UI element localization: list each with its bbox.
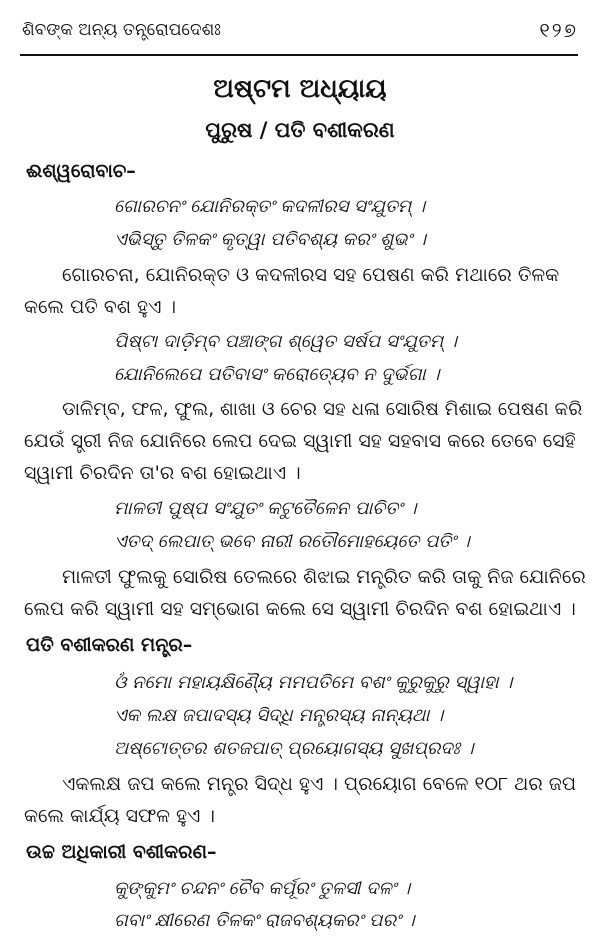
prose-line: ମାଳତୀ ଫୁଲକୁ ସୋରିଷ ତେଲରେ ଶିଝାଇ ମନ୍ତ୍ରିତ କରି ତାକୁ ନିଜ ଯୋନିରେ [62,566,586,588]
page-header [20,14,578,56]
verse-line: ଗୋରଚନଂ ଯୋନିରକ୍ତଂ କଦଳୀରସ ସଂଯୁତମ୍ । [114,196,426,217]
prose-line: ଡାଳିମ୍ବ, ଫଳ, ଫୁଲ, ଶାଖା ଓ ଚେର ସହ ଧଳା ସୋରିଷ ମିଶାଇ ପେଷଣ କରି [62,399,583,420]
prose-line: ଯେଉଁ ସ୍ତ୍ରୀ ନିଜ ଯୋନିରେ ଲେପ ଦେଇ ସ୍ୱାମୀ ସହ ସହବାସ କରେ ତେବେ ସେହି [24,430,576,452]
chapter-subtitle: ପୁରୁଷ / ପତି ବଶୀକରଣ [205,118,395,142]
verse-line: ଏକ ଲକ୍ଷ ଜପାଦସ୍ୟ ସିଦ୍ଧି ମନ୍ତ୍ରସ୍ୟ ନାନ୍ୟଥା । [114,705,444,726]
verse-line: ମାଳତୀ ପୁଷ୍ପ ସଂଯୁତଂ କଟୁତୈଳେନ ପାଚିତଂ । [114,498,417,519]
chapter-title: ଅଷ୍ଟମ ଅଧ୍ୟାୟ [213,74,387,104]
verse-line: କୁଙ୍କୁମଂ ଚନ୍ଦନଂ ଚୈବ କର୍ପୂରଂ ତୁଳସୀ ଦଳଂ । [114,878,411,899]
running-head: ଶିବଙ୍କ ଅନ୍ୟ ତନ୍ତ୍ରୋପଦେଶଃ [22,20,221,40]
prose-line: ଗୋରଚନା, ଯୋନିରକ୍ତ ଓ କଦଳୀରସ ସହ ପେଷଣ କରି ମଥାରେ ତିଳକ [62,264,560,286]
verse-line: ଯୋନିଲେପେ ପତିବାସଂ କରୋତ୍ୟେବ ନ ଦୁର୍ଭଗା । [114,364,440,385]
page-number: ୧୨୭ [539,18,578,42]
verse-line: ଏତଦ୍ ଲେପାତ୍ ଭବେ ନାରୀ ରତୌମୋହୟେତେ ପତିଂ । [114,531,470,552]
verse-line: ଗବାଂ କ୍ଷୀରେଣ ତିଳକଂ ରାଜବଶ୍ୟକରଂ ପରଂ । [114,910,415,931]
verse-line: ଅଷ୍ଟୋତ୍ତର ଶତଜପାତ୍ ପ୍ରୟୋଗସ୍ୟ ସୁଖପ୍ରଦଃ । [114,738,474,759]
prose-line: କଲେ ପତି ବଶ ହୁଏ । [24,296,177,318]
section-heading: ଈଶ୍ୱରୋବାଚ– [26,160,136,182]
verse-line: ଓଁ ନମୋ ମହାୟକ୍ଷିଣ୍ୟୈ ମମପତିମେ ବଶଂ କୁରୁକୁରୁ ସ୍ୱାହା । [114,672,513,693]
section-heading: ପତି ବଶୀକରଣ ମନ୍ତ୍ର– [26,634,193,656]
prose-line: ସ୍ୱାମୀ ଚିରଦିନ ତା'ର ବଶ ହୋଇଥାଏ । [24,462,301,484]
prose-line: କଲେ କାର୍ଯ୍ୟ ସଫଳ ହୁଏ । [24,805,215,827]
prose-line: ଏକଲକ୍ଷ ଜପ କଲେ ମନ୍ତ୍ର ସିଦ୍ଧ ହୁଏ । ପ୍ରୟୋଗ ବେଳେ ୧୦୮ ଥର ଜପ [62,773,577,795]
verse-line: ପିଷ୍ଟା ଦାଡ଼ିମ୍ବ ପଞ୍ଚାଙ୍ଗ ଶ୍ୱେତ ସର୍ଷପ ସଂଯୁତମ୍ । [114,331,457,352]
section-heading: ଉଚ୍ଚ ଅଧିକାରୀ ବଶୀକରଣ– [26,841,217,863]
prose-line: ଲେପ କରି ସ୍ୱାମୀ ସହ ସମ୍ଭୋଗ କଲେ ସେ ସ୍ୱାମୀ ଚିରଦିନ ବଶ ହୋଇଥାଏ । [24,598,576,620]
verse-line: ଏଭିସ୍ତୁ ତିଳକଂ କୃତ୍ୱା ପତିବଶ୍ୟ କରଂ ଶୁଭଂ । [114,229,426,250]
